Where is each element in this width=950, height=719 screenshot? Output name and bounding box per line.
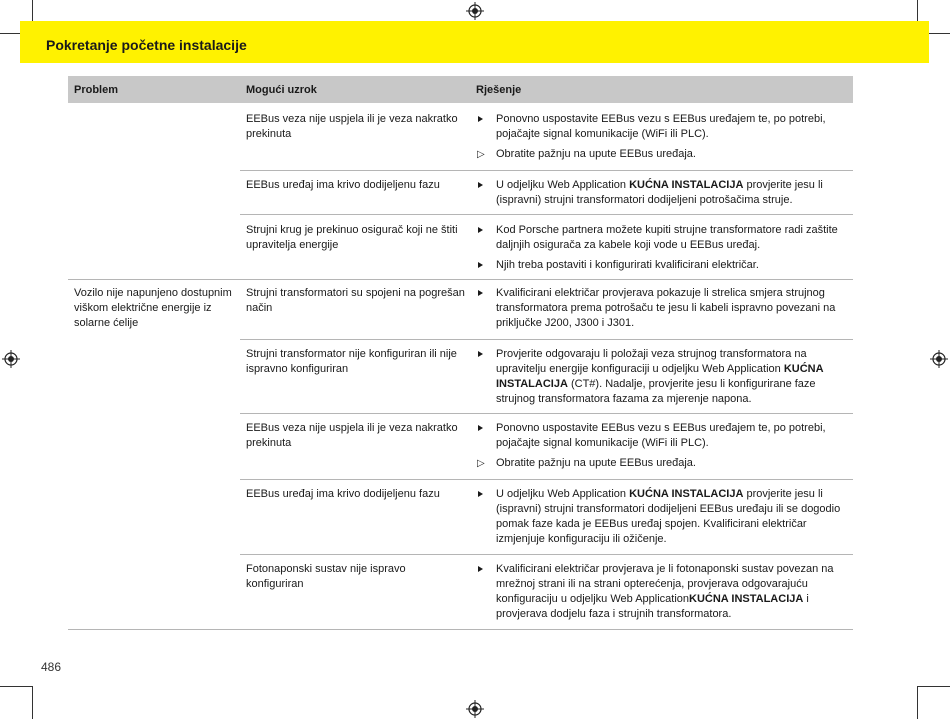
- group-divider: [68, 279, 853, 280]
- note: [476, 456, 856, 471]
- solution-bullet: Kvalificirani električar provjerava pokazuje li strelica smjera strujnog transformatora prema potrošaču te jesu li kabeli ispravno povezani na priključke J200, J300 i J301.: [476, 286, 856, 331]
- solution-text: Provjerite odgovaraju li položaji veza strujnog transformatora na upravitelju energije konfiguraciji u odjeljku Web Application: [496, 348, 807, 375]
- solution-text: i provjerava dodjelu faza i strujnih transformatora.: [496, 593, 809, 620]
- page-number: 486: [41, 660, 62, 674]
- solution-emphasis: KUĆNA INSTALACIJA: [629, 179, 744, 191]
- solution-bullet: Ponovno uspostavite EEBus vezu s EEBus uređajem te, po potrebi, pojačajte signal komunikacije (WiFi ili PLC).: [476, 421, 856, 451]
- solution-text: provjerite jesu li (ispravni) strujni transformatori dodijeljeni potrošačima struje.: [496, 179, 823, 206]
- row-divider: [240, 170, 853, 171]
- solution-bullet: [476, 178, 856, 208]
- registration-mark-icon: [930, 350, 948, 368]
- column-header-cause: Mogući uzrok: [246, 84, 317, 96]
- crop-mark: [917, 686, 918, 719]
- page-title: Pokretanje početne instalacije: [46, 37, 247, 53]
- note-text: Obratite pažnju na upute EEBus uređaja.: [496, 148, 696, 160]
- cause-text: EEBus uređaj ima krivo dodijeljenu fazu: [246, 179, 440, 191]
- solution-cell: [476, 562, 856, 627]
- problem-text: Vozilo nije napunjeno dostupnim viškom električne energije iz solarne ćelije: [74, 287, 232, 329]
- solution-bullet: [476, 347, 856, 407]
- solution-text: Kvalificirani električar provjerava je li fotonaponski sustav povezan na mrežnoj strani ili na strani opterećenja, provjerava odgovarajuću konfiguraciju u odjeljku Web Application: [496, 563, 834, 605]
- solution-cell: [476, 286, 856, 336]
- solution-text: provjerite jesu li (ispravni) strujni transformatori dodijeljeni EEBus uređaju ili se dogodio pomak faze kada je EEBus uređaj spojen. Kvalificirani električar izmjenjuje konfiguraciju ili ožičenje.: [496, 488, 841, 545]
- solution-cell: [476, 347, 856, 412]
- solution-cell: [476, 112, 856, 162]
- row-divider: [240, 479, 853, 480]
- solution-text: U odjeljku Web Application: [496, 488, 630, 500]
- column-header-problem: Problem: [74, 84, 119, 96]
- note-arrow-icon: ▷: [477, 149, 485, 160]
- table-header: [68, 76, 853, 103]
- note-arrow-icon: ▷: [477, 458, 485, 469]
- solution-cell: [476, 487, 856, 552]
- cause-text: Strujni transformator nije konfiguriran ili nije ispravno konfiguriran: [246, 348, 457, 375]
- solution-bullet: Kod Porsche partnera možete kupiti strujne transformatore radi zaštite daljnjih osigurača za kabele koji vode u EEBus uređaj.: [476, 223, 856, 253]
- crop-mark: [917, 686, 950, 687]
- solution-cell: [476, 421, 856, 471]
- registration-mark-icon: [2, 350, 20, 368]
- solution-emphasis: KUĆNA INSTALACIJA: [689, 593, 804, 605]
- cause-text: EEBus veza nije uspjela ili je veza nakratko prekinuta: [246, 113, 458, 140]
- troubleshooting-table: [68, 76, 853, 620]
- solution-text: U odjeljku Web Application: [496, 179, 630, 191]
- cause-text: Fotonaponski sustav nije ispravo konfiguriran: [246, 563, 406, 590]
- solution-bullet: [476, 487, 856, 547]
- cause-text: Strujni krug je prekinuo osigurač koji ne štiti upravitelja energije: [246, 224, 458, 251]
- cause-text: EEBus veza nije uspjela ili je veza nakratko prekinuta: [246, 422, 458, 449]
- note: [476, 147, 856, 162]
- solution-cell: [476, 178, 856, 213]
- crop-mark: [0, 686, 33, 687]
- note-text: Obratite pažnju na upute EEBus uređaja.: [496, 457, 696, 469]
- solution-text: (CT#). Nadalje, provjerite jesu li konfigurirane faze strujnog transformatora fazama za mjerenje napona.: [496, 378, 816, 405]
- cause-text: EEBus uređaj ima krivo dodijeljenu fazu: [246, 488, 440, 500]
- solution-bullet: Njih treba postaviti i konfigurirati kvalificirani električar.: [476, 258, 856, 273]
- solution-emphasis: KUĆNA INSTALACIJA: [496, 363, 824, 390]
- table-bottom-border: [68, 629, 853, 630]
- row-divider: [240, 339, 853, 340]
- crop-mark: [32, 686, 33, 719]
- registration-mark-icon: [466, 2, 484, 20]
- row-divider: [240, 554, 853, 555]
- row-divider: [240, 214, 853, 215]
- row-divider: [240, 413, 853, 414]
- section-header: [20, 21, 929, 63]
- column-header-solution: Rješenje: [476, 84, 522, 96]
- registration-mark-icon: [466, 700, 484, 718]
- solution-emphasis: KUĆNA INSTALACIJA: [629, 488, 744, 500]
- cause-text: Strujni transformatori su spojeni na pogrešan način: [246, 287, 465, 314]
- solution-bullet: Ponovno uspostavite EEBus vezu s EEBus uređajem te, po potrebi, pojačajte signal komunikacije (WiFi ili PLC).: [476, 112, 856, 142]
- solution-bullet: [476, 562, 856, 622]
- solution-cell: [476, 223, 856, 278]
